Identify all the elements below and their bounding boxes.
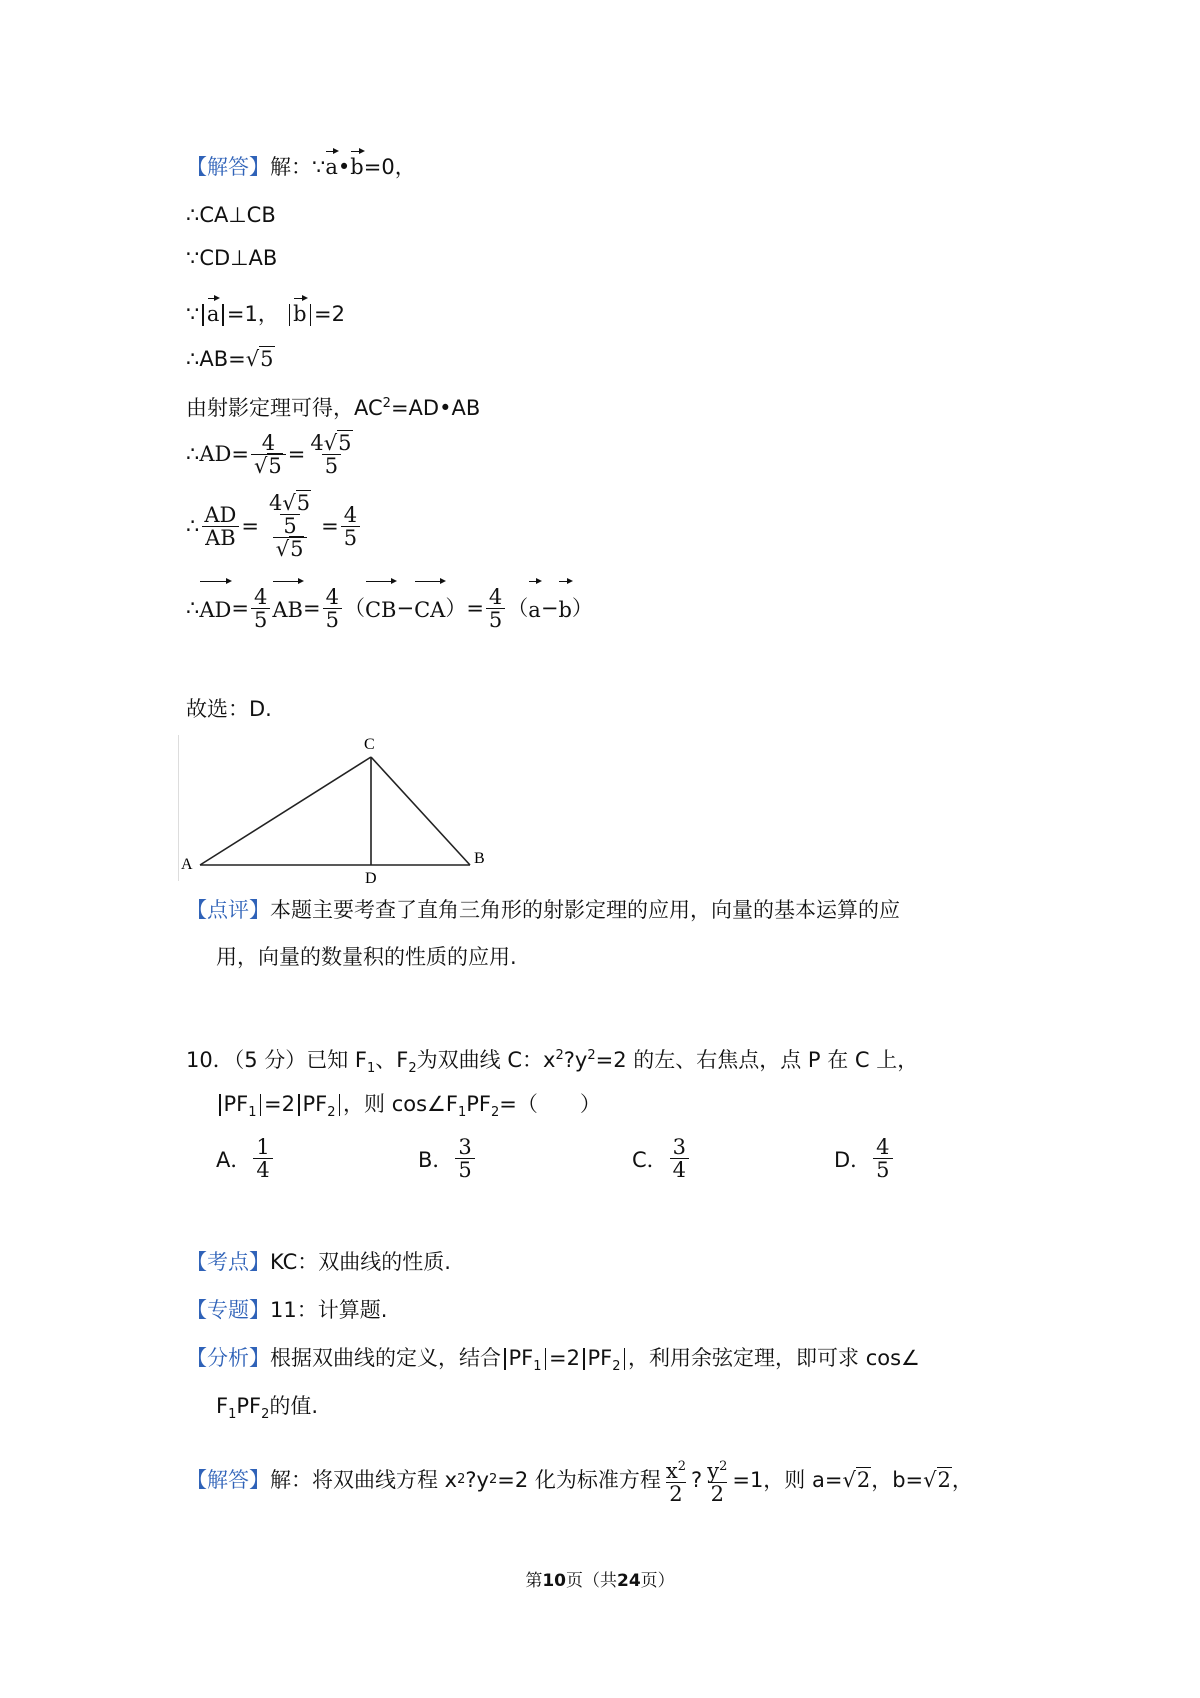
option-a[interactable]: A． $\frac{1}{4}$ bbox=[216, 1136, 275, 1181]
label-d: D bbox=[365, 870, 377, 885]
q10-stem-line-2: $PF_1 =2$ $PF_2$ ，则 $\cos\angle F_1PF_2=$（ ） bbox=[216, 1089, 601, 1128]
fraction-4sqrt5-over-5: $\frac{4√5}{5}$ bbox=[310, 430, 352, 478]
fraction-4-over-5: $\frac{4}{5}$ bbox=[341, 504, 360, 549]
option-c[interactable]: C． $\frac{3}{4}$ bbox=[632, 1136, 691, 1181]
final-choice: 故选：D. bbox=[186, 697, 272, 721]
vector-a-abs: a bbox=[207, 295, 220, 329]
fraction-4-over-sqrt5: $\frac{4}{√5}$ bbox=[251, 432, 286, 477]
fenxi-line-2: $F_1PF_2$的值. bbox=[216, 1394, 319, 1423]
side-cb bbox=[371, 757, 470, 865]
solution-line-2: ∴CA⊥CB bbox=[186, 203, 276, 227]
solution-line-ad: ∴ AD = $\frac{4}{√5}$ = $\frac{4√5}{5}$ bbox=[186, 426, 358, 482]
vector-b-abs: b bbox=[293, 295, 306, 329]
triangle-figure bbox=[178, 735, 498, 885]
compound-fraction: $\frac{\frac{4√5}{5}}{√5}$ bbox=[269, 491, 311, 561]
solution-line-ratio: ∴ $\frac{AD}{AB}$ = $\frac{\frac{4√5}{5}}{√5}$ = $\frac{4}{5}$ bbox=[186, 486, 362, 566]
solution-line-6: 由射影定理可得，$AC^2=AD•AB$ bbox=[186, 396, 481, 420]
option-d[interactable]: D． $\frac{4}{5}$ bbox=[834, 1136, 895, 1181]
fraction-ad-over-ab: $\frac{AD}{AB}$ bbox=[201, 504, 239, 549]
solution-line-1: 【解答】解：∵a•b=0， bbox=[186, 148, 416, 182]
page-footer: 第10页（共24页） bbox=[525, 1571, 675, 1591]
label-c: C bbox=[364, 736, 375, 753]
side-ac bbox=[200, 757, 371, 865]
solution-10-line: 【解答】 解：将双曲线方程 x 2 ? y 2 =2 化为标准方程 $\frac{x^2}{2}$ ? $\frac{y^2}{2}$ =1，则 a= √2 ，b= √2 ， bbox=[186, 1458, 973, 1506]
comment-line-2: 用，向量的数量积的性质的应用. bbox=[216, 945, 517, 969]
label-b: B bbox=[474, 850, 485, 867]
comment-line-1: 【点评】本题主要考查了直角三角形的射影定理的应用，向量的基本运算的应 bbox=[186, 898, 900, 922]
option-b[interactable]: B． $\frac{3}{5}$ bbox=[418, 1136, 477, 1181]
label-a: A bbox=[181, 856, 193, 873]
fenxi-line-1: 【分析】根据双曲线的定义，结合 $PF_1 =2$ $PF_2$ ，利用余弦定理，即可求 cos∠ bbox=[186, 1346, 920, 1375]
solution-line-4: ∵ a =1， b =2 bbox=[186, 295, 345, 329]
q10-stem-line-1: 10．（5 分）已知 $F_1$、$F_2$为双曲线 C：$x^2?y^2=2$ 的左、右焦点，点 P 在 C 上， bbox=[186, 1048, 919, 1077]
vector-a: a bbox=[325, 148, 338, 182]
solution-line-5: ∴AB=√5 bbox=[186, 344, 275, 374]
solution-line-3: ∵CD⊥AB bbox=[186, 246, 278, 270]
zhuanti-line: 【专题】11：计算题. bbox=[186, 1298, 388, 1322]
solution-line-vector: ∴ AD = $\frac{4}{5}$ AB = $\frac{4}{5}$ （ CB − CA ） = $\frac{4}{5}$ （ a − b ） bbox=[186, 578, 593, 638]
vector-b: b bbox=[350, 148, 363, 182]
kaodian-line: 【考点】KC：双曲线的性质. bbox=[186, 1250, 451, 1274]
solution-tag: 【解答】 bbox=[186, 155, 270, 179]
sqrt-five: √5 bbox=[245, 347, 274, 371]
